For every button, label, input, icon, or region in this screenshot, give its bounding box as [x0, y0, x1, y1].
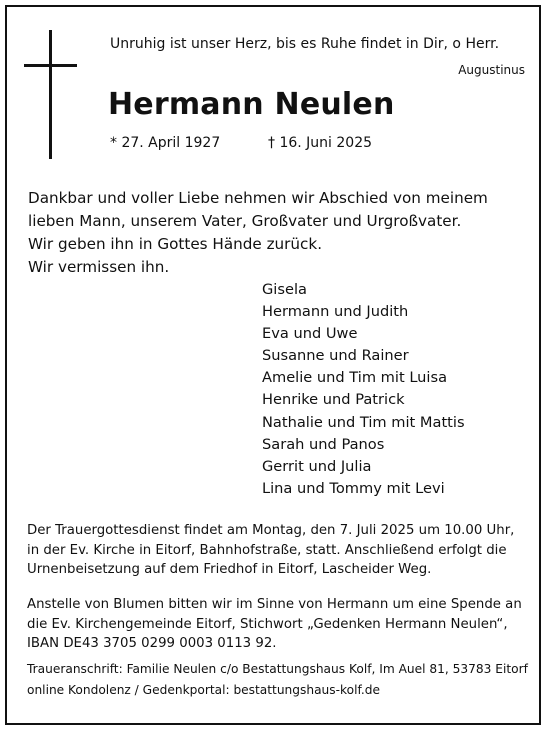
- family-member: Gisela: [262, 281, 307, 298]
- cross-vertical-bar: [49, 30, 52, 159]
- deceased-name: Hermann Neulen: [108, 87, 395, 122]
- mourning-address: Traueranschrift: Familie Neulen c/o Bestattungshaus Kolf, Im Auel 81, 53783 Eitorf: [27, 662, 528, 676]
- contact-info: [27, 659, 528, 701]
- birth-date: * 27. April 1927: [110, 135, 221, 151]
- family-list: [262, 279, 465, 500]
- family-member: Sarah und Panos: [262, 435, 385, 453]
- farewell-text: [28, 187, 533, 279]
- service-line: Urnenbeisetzung auf dem Friedhof in Eitorf, Lascheider Weg.: [27, 562, 432, 577]
- quote-text: Unruhig ist unser Herz, bis es Ruhe findet in Dir, o Herr.: [110, 36, 500, 52]
- family-member: Hermann und Judith: [262, 303, 409, 321]
- family-member: Lina und Tommy mit Levi: [262, 479, 445, 497]
- family-member: Gerrit und Julia: [262, 457, 372, 475]
- family-member: Henrike und Patrick: [262, 391, 405, 409]
- family-member: Nathalie und Tim mit Mattis: [262, 413, 465, 431]
- family-member: Susanne und Rainer: [262, 347, 409, 365]
- farewell-line: Wir geben ihn in Gottes Hände zurück.: [28, 235, 323, 253]
- donation-line: IBAN DE43 3705 0299 0003 0113 92.: [27, 636, 277, 651]
- family-member: Amelie und Tim mit Luisa: [262, 369, 448, 387]
- quote-author: Augustinus: [458, 63, 525, 77]
- service-line: Der Trauergottesdienst findet am Montag, den 7. Juli 2025 um 10.00 Uhr,: [27, 523, 515, 538]
- service-line: in der Ev. Kirche in Eitorf, Bahnhofstraße, statt. Anschließend erfolgt die: [27, 542, 507, 558]
- family-member: Eva und Uwe: [262, 325, 358, 343]
- service-info: [27, 521, 524, 580]
- farewell-line: Dankbar und voller Liebe nehmen wir Abschied von meinem: [28, 189, 488, 207]
- farewell-line: Wir vermissen ihn.: [28, 258, 170, 276]
- cross-horizontal-bar: [24, 64, 77, 67]
- farewell-line: lieben Mann, unserem Vater, Großvater und Urgroßvater.: [28, 212, 462, 230]
- death-date: † 16. Juni 2025: [268, 135, 373, 151]
- donation-line: Anstelle von Blumen bitten wir im Sinne von Hermann um eine Spende an: [27, 597, 522, 612]
- condolence-portal: online Kondolenz / Gedenkportal: bestattungshaus-kolf.de: [27, 683, 381, 697]
- donation-info: [27, 595, 524, 654]
- donation-line: die Ev. Kirchengemeinde Eitorf, Stichwort „Gedenken Hermann Neulen“,: [27, 616, 508, 632]
